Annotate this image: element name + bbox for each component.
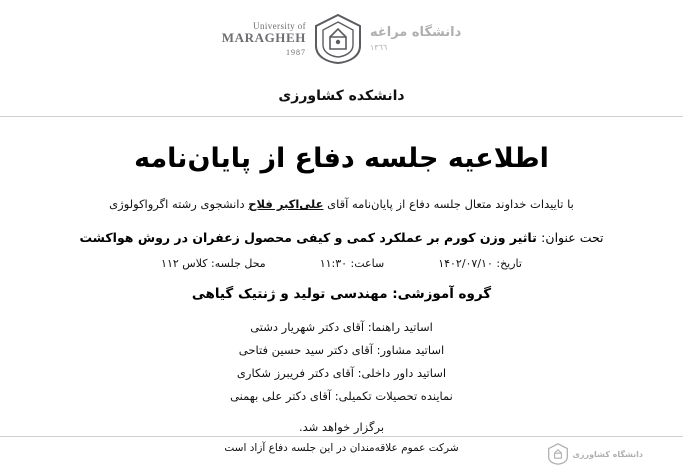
meta-date-value: ۱۴۰۲/۰۷/۱۰ — [438, 256, 493, 270]
supervisor-name: آقای دکتر شهریار دشتی — [250, 319, 365, 334]
logo-persian-text — [370, 26, 461, 52]
list-item — [56, 339, 627, 362]
supervisor-label: اساتید راهنما: — [367, 319, 433, 334]
advisor-label: اساتید مشاور: — [376, 342, 445, 357]
lead-paragraph — [56, 194, 627, 216]
footer-watermark — [547, 443, 643, 465]
advisor-name: آقای دکتر سید حسین فتاحی — [238, 342, 373, 357]
graduate-rep-label: نماینده تحصیلات تکمیلی: — [334, 388, 453, 403]
announcement-body — [0, 194, 683, 454]
logo-english-line2: MARAGHEH — [221, 30, 306, 46]
session-meta — [56, 257, 627, 270]
university-shield-icon — [547, 443, 569, 465]
list-item — [56, 316, 627, 339]
department-label: گروه آموزشی: — [392, 285, 492, 302]
logo-english-text — [222, 21, 306, 57]
internal-examiner-label: اساتید داور داخلی: — [357, 365, 447, 380]
thesis-subject-label: تحت عنوان: — [541, 229, 604, 245]
department-value: مهندسی تولید و ژنتیک گیاهی — [191, 285, 388, 302]
logo-persian-name: دانشگاه مراغه — [370, 24, 462, 40]
university-logo — [222, 13, 462, 65]
meta-date-label: تاریخ: — [496, 256, 522, 270]
meta-time — [320, 257, 384, 270]
closing-text: برگزار خواهد شد. — [298, 419, 385, 434]
thesis-subject-value: تاثیر وزن کورم بر عملکرد کمی و کیفی محصول زعفران در روش هواکشت — [79, 229, 537, 245]
faculty-name: دانشکده کشاورزی — [278, 88, 405, 104]
thesis-subject — [56, 230, 627, 245]
page-title: اطلاعیه جلسه دفاع از پایان‌نامه — [134, 143, 549, 174]
department-line — [56, 286, 627, 302]
internal-examiner-name: آقای دکتر فریبرز شکاری — [236, 365, 354, 380]
header-divider — [0, 116, 683, 117]
lead-before: با تاییدات خداوند متعال جلسه دفاع از پایان‌نامه آقای — [327, 197, 574, 211]
logo-persian-year: ١٣٦٦ — [370, 42, 388, 52]
committee-list — [56, 316, 627, 408]
footer-text: دانشگاه کشاورزی — [572, 449, 643, 459]
university-shield-icon — [312, 13, 364, 65]
meta-place — [161, 257, 266, 270]
meta-time-value: ۱۱:۳۰ — [319, 256, 348, 270]
document-header — [0, 0, 683, 78]
meta-time-label: ساعت: — [350, 256, 385, 270]
graduate-rep-name: آقای دکتر علی بهمنی — [230, 388, 332, 403]
list-item — [56, 362, 627, 385]
logo-english-year: 1987 — [286, 48, 306, 58]
list-item — [56, 385, 627, 408]
public-attendance-note: شرکت عموم علاقه‌مندان در این جلسه دفاع آزاد است — [224, 441, 459, 454]
meta-place-label: محل جلسه: — [211, 256, 266, 270]
meta-place-value: کلاس ۱۱۲ — [161, 256, 208, 270]
meta-date — [438, 257, 522, 270]
footer-divider — [0, 436, 683, 437]
lead-after: دانشجوی رشته اگرواکولوژی — [109, 197, 245, 211]
student-name: علی‌اکبر فلاح — [248, 197, 324, 211]
logo-english-line1: University of — [253, 20, 306, 31]
